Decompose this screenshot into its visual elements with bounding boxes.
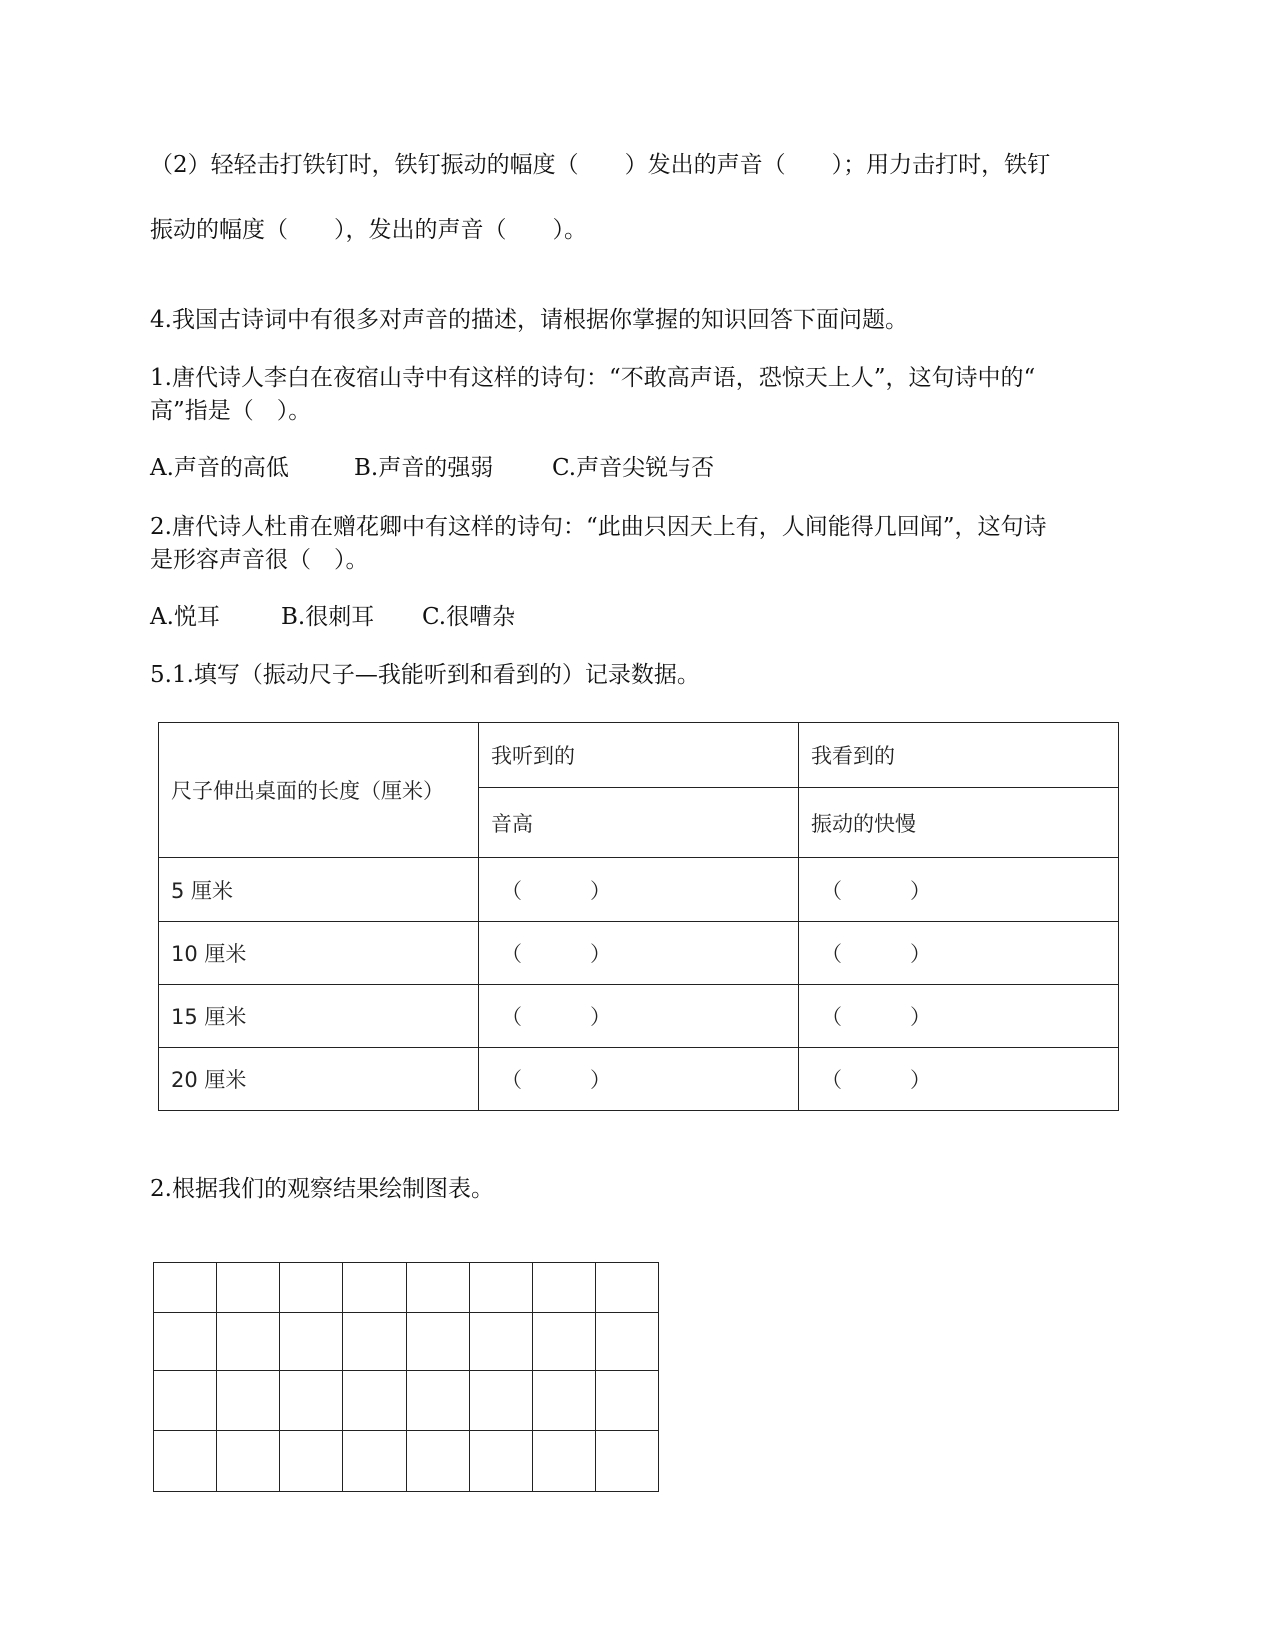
q3-line-1: （2）轻轻击打铁钉时，铁钉振动的幅度（ ）发出的声音（ ）；用力击打时，铁钉 bbox=[150, 152, 1051, 178]
grid-cell bbox=[532, 1371, 595, 1431]
grid-cell bbox=[154, 1431, 217, 1492]
grid-cell bbox=[595, 1371, 658, 1431]
grid-row bbox=[154, 1431, 659, 1492]
grid-cell bbox=[343, 1371, 406, 1431]
speed-answer-cell bbox=[799, 985, 1119, 1048]
q5-part2: 2.根据我们的观察结果绘制图表。 bbox=[150, 1176, 494, 1202]
grid-cell bbox=[532, 1431, 595, 1492]
grid-cell bbox=[280, 1431, 343, 1492]
speed-answer-cell bbox=[799, 922, 1119, 985]
paren-close: ） bbox=[590, 942, 611, 966]
q4-sub1-line-2: 高”指是（ ）。 bbox=[150, 398, 312, 424]
paren-close: ） bbox=[590, 1005, 611, 1029]
grid-cell bbox=[154, 1313, 217, 1371]
grid-cell bbox=[280, 1313, 343, 1371]
table-row bbox=[159, 922, 1119, 985]
grid-cell bbox=[406, 1263, 469, 1313]
grid-cell bbox=[217, 1313, 280, 1371]
grid-cell bbox=[154, 1371, 217, 1431]
grid-cell bbox=[595, 1313, 658, 1371]
paren-close: ） bbox=[910, 878, 931, 903]
grid-cell bbox=[406, 1371, 469, 1431]
q4-sub1-line-1: 1.唐代诗人李白在夜宿山寺中有这样的诗句：“不敢高声语，恐惊天上人”，这句诗中的“ bbox=[150, 365, 1036, 391]
grid-cell bbox=[595, 1263, 658, 1313]
length-cell: 10 厘米 bbox=[159, 922, 479, 985]
grid-cell bbox=[532, 1263, 595, 1313]
chart-grid bbox=[153, 1262, 659, 1492]
grid-row bbox=[154, 1263, 659, 1313]
paren-close: ） bbox=[590, 878, 611, 903]
length-cell: 20 厘米 bbox=[159, 1048, 479, 1111]
grid-cell bbox=[280, 1371, 343, 1431]
q4-sub2-option-b: B.很刺耳 bbox=[281, 604, 375, 630]
q4-sub1-option-c: C.声音尖锐与否 bbox=[552, 455, 715, 481]
table-row bbox=[159, 985, 1119, 1048]
heard-subheader-cell: 音高 bbox=[479, 788, 799, 858]
grid-cell bbox=[217, 1263, 280, 1313]
grid-cell bbox=[532, 1313, 595, 1371]
seen-header-cell: 我看到的 bbox=[799, 723, 1119, 788]
paren-open: （ bbox=[821, 942, 842, 966]
paren-open: （ bbox=[821, 1068, 842, 1092]
paren-open: （ bbox=[821, 878, 842, 903]
grid-cell bbox=[469, 1313, 532, 1371]
pitch-answer-cell bbox=[479, 922, 799, 985]
speed-answer-cell bbox=[799, 1048, 1119, 1111]
grid-row bbox=[154, 1371, 659, 1431]
grid-cell bbox=[343, 1431, 406, 1492]
grid-cell bbox=[217, 1371, 280, 1431]
paren-close: ） bbox=[910, 1005, 931, 1029]
heard-header-cell: 我听到的 bbox=[479, 723, 799, 788]
pitch-answer-cell bbox=[479, 985, 799, 1048]
pitch-answer-cell bbox=[479, 1048, 799, 1111]
paren-close: ） bbox=[910, 1068, 931, 1092]
paren-close: ） bbox=[910, 942, 931, 966]
row-header-cell: 尺子伸出桌面的长度（厘米） bbox=[159, 723, 479, 858]
grid-cell bbox=[406, 1313, 469, 1371]
q4-sub1-options bbox=[150, 454, 714, 482]
q4-sub1-option-b: B.声音的强弱 bbox=[354, 455, 494, 481]
q4-sub2-option-a: A.悦耳 bbox=[150, 604, 220, 630]
grid-row bbox=[154, 1313, 659, 1371]
length-cell: 15 厘米 bbox=[159, 985, 479, 1048]
pitch-answer-cell bbox=[479, 858, 799, 922]
q4-sub1-option-a: A.声音的高低 bbox=[150, 455, 289, 481]
table-row bbox=[159, 1048, 1119, 1111]
paren-open: （ bbox=[501, 878, 522, 903]
grid-cell bbox=[154, 1263, 217, 1313]
length-cell: 5 厘米 bbox=[159, 858, 479, 922]
q4-sub2-line-2: 是形容声音很（ ）。 bbox=[150, 547, 369, 573]
seen-subheader-cell: 振动的快慢 bbox=[799, 788, 1119, 858]
grid-cell bbox=[280, 1263, 343, 1313]
grid-cell bbox=[343, 1313, 406, 1371]
grid-cell bbox=[595, 1431, 658, 1492]
q4-sub2-options bbox=[150, 603, 515, 631]
q5-intro: 5.1.填写（振动尺子—我能听到和看到的）记录数据。 bbox=[150, 662, 700, 688]
grid-cell bbox=[343, 1263, 406, 1313]
q3-line-2: 振动的幅度（ ），发出的声音（ ）。 bbox=[150, 217, 587, 243]
table-row bbox=[159, 858, 1119, 922]
record-table bbox=[158, 722, 1119, 1111]
paren-close: ） bbox=[590, 1068, 611, 1092]
grid-cell bbox=[406, 1431, 469, 1492]
q4-sub2-option-c: C.很嘈杂 bbox=[422, 604, 516, 630]
grid-cell bbox=[469, 1263, 532, 1313]
speed-answer-cell bbox=[799, 858, 1119, 922]
grid-cell bbox=[217, 1431, 280, 1492]
grid-cell bbox=[469, 1371, 532, 1431]
paren-open: （ bbox=[501, 942, 522, 966]
q4-intro: 4.我国古诗词中有很多对声音的描述，请根据你掌握的知识回答下面问题。 bbox=[150, 307, 908, 333]
paren-open: （ bbox=[501, 1005, 522, 1029]
paren-open: （ bbox=[821, 1005, 842, 1029]
paren-open: （ bbox=[501, 1068, 522, 1092]
q4-sub2-line-1: 2.唐代诗人杜甫在赠花卿中有这样的诗句：“此曲只因天上有，人间能得几回闻”，这句诗 bbox=[150, 514, 1047, 540]
grid-cell bbox=[469, 1431, 532, 1492]
